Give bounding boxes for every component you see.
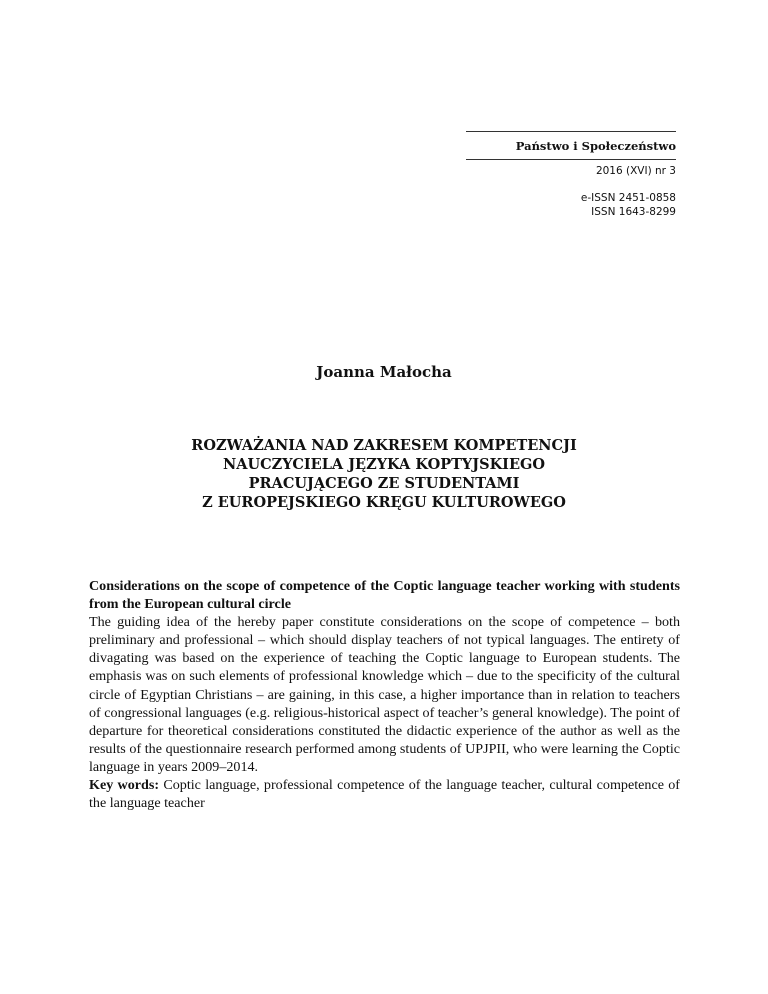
journal-name: Państwo i Społeczeństwo xyxy=(515,139,676,153)
abstract-body: The guiding idea of the hereby paper constitute considerations on the scope of competence – both preliminary and professional – which should display teachers of not typical languages. The entirety of divagating was based on the experience of teaching the Coptic language to European students. The emphasis was on such elements of professional knowledge which – due to the specificity of the cultural circle of Egyptian Christians – are gaining, in this case, a higher importance than in relation to teachers of congressional languages (e.g. religious-historical aspect of teacher’s general knowledge). The point of departure for theoretical considerations constituted the didactic experience of the author as well as the results of the questionnaire research performed among students of UPJPII, who were learning the Coptic language in years 2009–2014. xyxy=(89,614,680,775)
title-line: PRACUJĄCEGO ZE STUDENTAMI xyxy=(248,475,520,492)
title-line: ROZWAŻANIA NAD ZAKRESEM KOMPETENCJI xyxy=(191,437,577,454)
keywords-label: Key words: xyxy=(89,777,160,794)
keywords xyxy=(89,776,680,812)
author-name: Joanna Małocha xyxy=(316,363,452,381)
header-top-rule xyxy=(466,131,676,132)
journal-header xyxy=(466,131,676,219)
paper-title xyxy=(100,436,668,512)
keywords-text: Coptic language, professional competence of the language teacher, cultural competence of the language teacher xyxy=(89,777,680,812)
header-bottom-rule xyxy=(466,159,676,160)
issn: ISSN 1643-8299 xyxy=(591,206,676,218)
title-line: NAUCZYCIELA JĘZYKA KOPTYJSKIEGO xyxy=(222,456,546,473)
eissn: e-ISSN 2451-0858 xyxy=(580,192,676,204)
issue-number: 2016 (XVI) nr 3 xyxy=(595,165,676,177)
abstract xyxy=(89,577,680,812)
title-line: Z EUROPEJSKIEGO KRĘGU KULTUROWEGO xyxy=(202,494,566,511)
english-title: Considerations on the scope of competence of the Coptic language teacher working with students from the European cultural circle xyxy=(89,578,680,613)
